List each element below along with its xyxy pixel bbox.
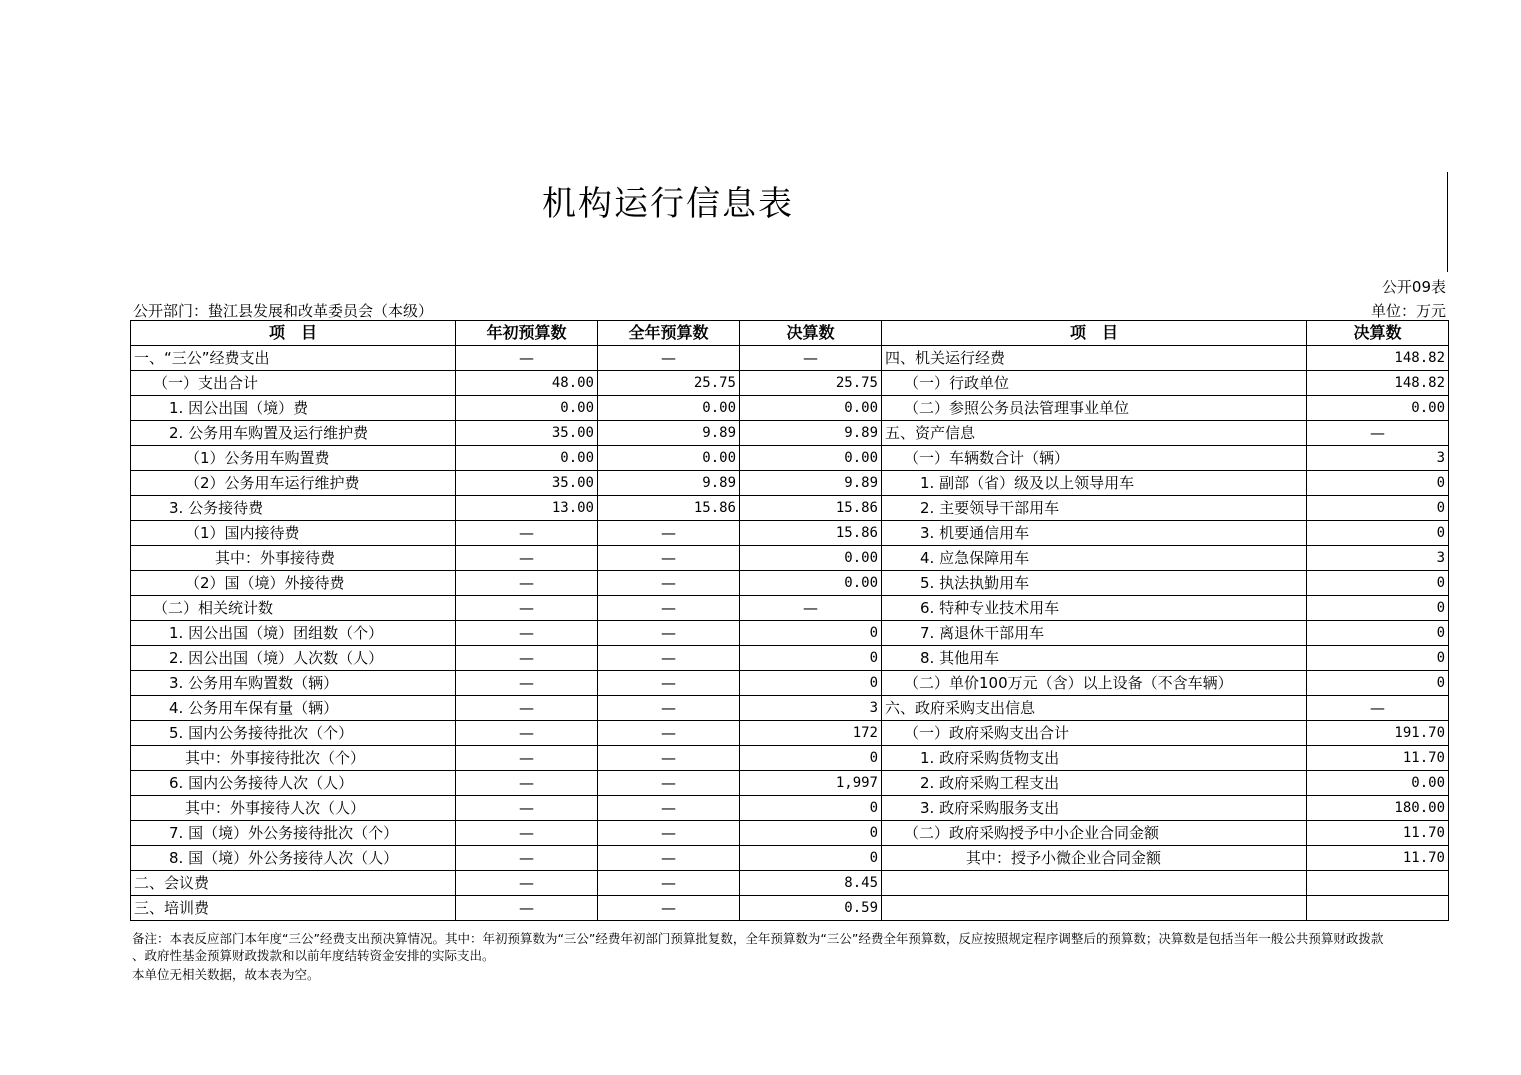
table-row (131, 471, 1449, 496)
row-final-left: 0.00 (740, 546, 882, 571)
row-final-right: 180.00 (1307, 796, 1449, 821)
table-row (131, 771, 1449, 796)
table-row (131, 846, 1449, 871)
form-code: 公开09表 (1381, 278, 1446, 296)
row-budget-full: 15.86 (598, 496, 740, 521)
table-row (131, 421, 1449, 446)
row-item-left: （1）国内接待费 (131, 521, 456, 546)
row-item-left: （1）公务用车购置费 (131, 446, 456, 471)
row-final-right: 0.00 (1307, 396, 1449, 421)
table-row (131, 721, 1449, 746)
row-budget-initial: 13.00 (456, 496, 598, 521)
table-row (131, 621, 1449, 646)
row-item-left: （一）支出合计 (131, 371, 456, 396)
table-row (131, 646, 1449, 671)
row-item-right: 7. 离退休干部用车 (882, 621, 1307, 646)
row-item-right: 六、政府采购支出信息 (882, 696, 1307, 721)
row-budget-initial: — (456, 671, 598, 696)
row-item-right: 3. 机要通信用车 (882, 521, 1307, 546)
row-item-left: 1. 因公出国（境）团组数（个） (131, 621, 456, 646)
row-budget-full: — (598, 871, 740, 896)
row-budget-full: — (598, 521, 740, 546)
row-item-right: （一）政府采购支出合计 (882, 721, 1307, 746)
note-line: 备注：本表反应部门本年度“三公”经费支出预决算情况。其中：年初预算数为“三公”经费年初部门预算批复数，全年预算数为“三公”经费全年预算数，反应按照规定程序调整后的预算数；决算数是包括当年一般公共预算财政拨款 (132, 931, 1384, 946)
table-row (131, 596, 1449, 621)
row-budget-initial: — (456, 896, 598, 921)
row-final-right: 148.82 (1307, 346, 1449, 371)
table-row (131, 371, 1449, 396)
row-budget-initial: — (456, 571, 598, 596)
row-budget-initial: 35.00 (456, 421, 598, 446)
row-final-right: 0 (1307, 496, 1449, 521)
row-budget-initial: — (456, 771, 598, 796)
row-item-right: 8. 其他用车 (882, 646, 1307, 671)
row-budget-full: 0.00 (598, 446, 740, 471)
row-final-right: 148.82 (1307, 371, 1449, 396)
row-budget-initial: — (456, 546, 598, 571)
row-final-left: 0.00 (740, 571, 882, 596)
row-item-left: 其中：外事接待人次（人） (131, 796, 456, 821)
row-budget-full: — (598, 796, 740, 821)
row-budget-initial: — (456, 871, 598, 896)
row-item-right: 1. 政府采购货物支出 (882, 746, 1307, 771)
unit-label: 单位：万元 (1370, 302, 1446, 320)
row-item-left: 其中：外事接待费 (131, 546, 456, 571)
table-row (131, 396, 1449, 421)
row-final-left: 0 (740, 821, 882, 846)
row-item-left: 1. 因公出国（境）费 (131, 396, 456, 421)
row-final-left: 0 (740, 846, 882, 871)
row-final-right: 11.70 (1307, 746, 1449, 771)
row-item-right: 5. 执法执勤用车 (882, 571, 1307, 596)
table-row (131, 346, 1449, 371)
row-item-left: 2. 公务用车购置及运行维护费 (131, 421, 456, 446)
row-budget-full: — (598, 621, 740, 646)
row-budget-full: 9.89 (598, 471, 740, 496)
table-row (131, 821, 1449, 846)
header-item-left: 项 目 (131, 321, 456, 346)
row-item-right: 6. 特种专业技术用车 (882, 596, 1307, 621)
table-row (131, 671, 1449, 696)
row-item-right: 四、机关运行经费 (882, 346, 1307, 371)
row-budget-full: — (598, 671, 740, 696)
row-final-left: 0 (740, 671, 882, 696)
row-budget-full: — (598, 346, 740, 371)
row-budget-full: — (598, 821, 740, 846)
row-item-right: （二）单价100万元（含）以上设备（不含车辆） (882, 671, 1307, 696)
row-budget-full: — (598, 896, 740, 921)
row-final-right: 0 (1307, 596, 1449, 621)
row-item-right: （二）政府采购授予中小企业合同金额 (882, 821, 1307, 846)
row-final-left: — (740, 346, 882, 371)
row-budget-initial: — (456, 621, 598, 646)
header-item-right: 项 目 (882, 321, 1307, 346)
row-budget-initial: — (456, 596, 598, 621)
row-final-right: 3 (1307, 546, 1449, 571)
notes (132, 930, 1450, 983)
row-budget-initial: — (456, 746, 598, 771)
row-item-right: 2. 主要领导干部用车 (882, 496, 1307, 521)
row-item-right (882, 896, 1307, 921)
row-item-right: 2. 政府采购工程支出 (882, 771, 1307, 796)
row-item-right: （一）行政单位 (882, 371, 1307, 396)
row-item-left: 8. 国（境）外公务接待人次（人） (131, 846, 456, 871)
row-item-right: （二）参照公务员法管理事业单位 (882, 396, 1307, 421)
row-item-right: 4. 应急保障用车 (882, 546, 1307, 571)
table-header-row (131, 321, 1449, 346)
row-item-left: 一、“三公”经费支出 (131, 346, 456, 371)
header-final-left: 决算数 (740, 321, 882, 346)
row-final-right: — (1307, 421, 1449, 446)
row-budget-full: — (598, 571, 740, 596)
row-final-right: 0 (1307, 671, 1449, 696)
row-budget-initial: 35.00 (456, 471, 598, 496)
row-budget-initial: — (456, 646, 598, 671)
row-item-left: 三、培训费 (131, 896, 456, 921)
table-row (131, 746, 1449, 771)
header-final-right: 决算数 (1307, 321, 1449, 346)
row-final-left: 25.75 (740, 371, 882, 396)
row-budget-full: — (598, 646, 740, 671)
table-row (131, 696, 1449, 721)
row-budget-initial: — (456, 821, 598, 846)
row-final-left: 1,997 (740, 771, 882, 796)
row-budget-full: 9.89 (598, 421, 740, 446)
row-final-left: 9.89 (740, 421, 882, 446)
row-final-right: 11.70 (1307, 821, 1449, 846)
row-final-left: 172 (740, 721, 882, 746)
row-budget-full: 25.75 (598, 371, 740, 396)
table-row (131, 496, 1449, 521)
row-final-left: 0.00 (740, 446, 882, 471)
row-budget-initial: 0.00 (456, 446, 598, 471)
row-budget-initial: — (456, 521, 598, 546)
table-row (131, 546, 1449, 571)
row-budget-full: — (598, 771, 740, 796)
row-final-left: 0 (740, 796, 882, 821)
table-row (131, 571, 1449, 596)
row-budget-initial: 0.00 (456, 396, 598, 421)
row-item-left: 7. 国（境）外公务接待批次（个） (131, 821, 456, 846)
row-item-right: 五、资产信息 (882, 421, 1307, 446)
row-item-left: （二）相关统计数 (131, 596, 456, 621)
row-budget-full: — (598, 696, 740, 721)
row-final-right: 0 (1307, 646, 1449, 671)
row-item-right: 1. 副部（省）级及以上领导用车 (882, 471, 1307, 496)
row-final-left: 0.00 (740, 396, 882, 421)
table-row (131, 871, 1449, 896)
table-row (131, 796, 1449, 821)
row-item-left: （2）公务用车运行维护费 (131, 471, 456, 496)
header-budget-initial: 年初预算数 (456, 321, 598, 346)
row-budget-full: — (598, 746, 740, 771)
note-line: 、政府性基金预算财政拨款和以前年度结转资金安排的实际支出。 (132, 948, 495, 963)
row-item-right: 3. 政府采购服务支出 (882, 796, 1307, 821)
row-budget-full: — (598, 846, 740, 871)
row-budget-initial: — (456, 721, 598, 746)
row-final-left: 15.86 (740, 496, 882, 521)
row-item-right (882, 871, 1307, 896)
table-row (131, 521, 1449, 546)
row-final-right: 0 (1307, 571, 1449, 596)
row-budget-initial: — (456, 846, 598, 871)
row-final-left: 0.59 (740, 896, 882, 921)
row-final-left: 0 (740, 621, 882, 646)
department-label: 公开部门：蛰江县发展和改革委员会（本级） (133, 302, 434, 320)
row-item-left: 6. 国内公务接待人次（人） (131, 771, 456, 796)
row-item-right: 其中：授予小微企业合同金额 (882, 846, 1307, 871)
row-final-right: — (1307, 696, 1449, 721)
row-final-left: 9.89 (740, 471, 882, 496)
row-final-right: 0 (1307, 471, 1449, 496)
row-final-left: 3 (740, 696, 882, 721)
row-final-left: 0 (740, 646, 882, 671)
border-line (1447, 172, 1448, 272)
header-budget-full: 全年预算数 (598, 321, 740, 346)
row-final-right: 3 (1307, 446, 1449, 471)
info-table (130, 320, 1449, 921)
row-budget-initial: — (456, 796, 598, 821)
row-item-left: 二、会议费 (131, 871, 456, 896)
row-budget-initial: — (456, 696, 598, 721)
row-item-left: （2）国（境）外接待费 (131, 571, 456, 596)
row-budget-initial: 48.00 (456, 371, 598, 396)
row-final-right (1307, 896, 1449, 921)
row-final-right: 11.70 (1307, 846, 1449, 871)
row-budget-initial: — (456, 346, 598, 371)
row-item-left: 5. 国内公务接待批次（个） (131, 721, 456, 746)
row-final-left: 15.86 (740, 521, 882, 546)
row-budget-full: — (598, 721, 740, 746)
row-item-left: 2. 因公出国（境）人次数（人） (131, 646, 456, 671)
page-title: 机构运行信息表 (542, 184, 794, 224)
row-final-right: 191.70 (1307, 721, 1449, 746)
row-item-right: （一）车辆数合计（辆） (882, 446, 1307, 471)
table-row (131, 446, 1449, 471)
row-final-right: 0 (1307, 621, 1449, 646)
row-final-right (1307, 871, 1449, 896)
note-line: 本单位无相关数据，故本表为空。 (132, 967, 320, 982)
row-final-right: 0.00 (1307, 771, 1449, 796)
row-final-left: 0 (740, 746, 882, 771)
row-final-right: 0 (1307, 521, 1449, 546)
table-row (131, 896, 1449, 921)
row-budget-full: — (598, 596, 740, 621)
row-item-left: 4. 公务用车保有量（辆） (131, 696, 456, 721)
row-final-left: 8.45 (740, 871, 882, 896)
row-item-left: 其中：外事接待批次（个） (131, 746, 456, 771)
row-item-left: 3. 公务用车购置数（辆） (131, 671, 456, 696)
row-final-left: — (740, 596, 882, 621)
row-item-left: 3. 公务接待费 (131, 496, 456, 521)
row-budget-full: 0.00 (598, 396, 740, 421)
row-budget-full: — (598, 546, 740, 571)
